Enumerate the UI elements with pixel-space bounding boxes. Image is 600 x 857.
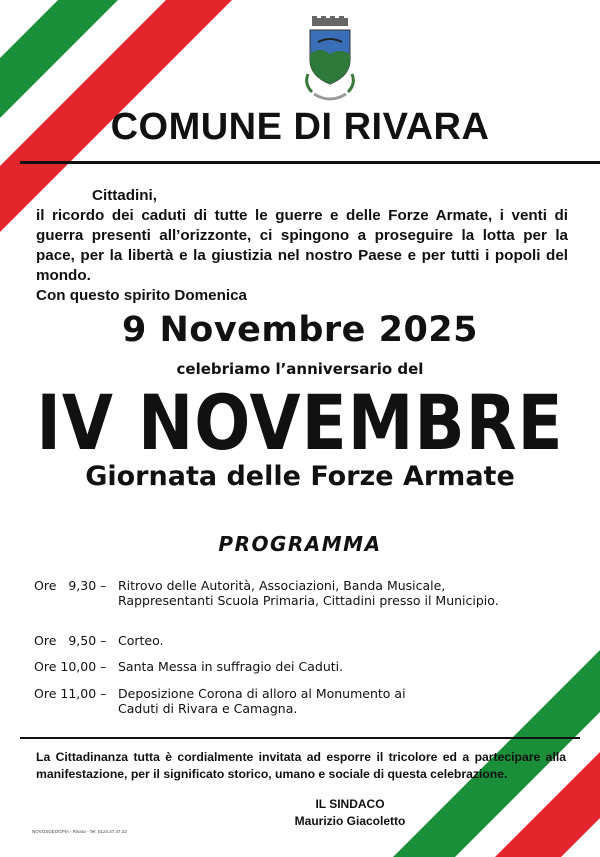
bottom-divider — [20, 737, 580, 739]
intro-last-line: Con questo spirito Domenica — [36, 287, 247, 304]
program-time: Ore 9,50 – — [34, 633, 107, 648]
printer-credit: NOVOSGEOGPIA - Rivara - Tel. 0124.47.47.22 — [32, 829, 127, 834]
page-title: COMUNE DI RIVARA — [110, 106, 490, 148]
event-name: IV NOVEMBRE — [36, 379, 564, 468]
event-celebrate-line: celebriamo l’anniversario del — [176, 360, 424, 378]
intro-body: il ricordo dei caduti di tutte le guerre e delle Forze Armate, i venti di guerra presenti all’orizzonte, ci spingono a proseguire la lotta per la pace, per la libertà e la giustizia nel nostro Paese e per tutti i popoli del mondo. — [36, 207, 568, 284]
program-description: Corteo. — [118, 633, 164, 648]
intro-salutation: Cittadini, — [92, 187, 157, 204]
programma-heading: PROGRAMMA — [218, 532, 382, 556]
closing-invitation: La Cittadinanza tutta è cordialmente invitata ad esporre il tricolore ed a partecipare alla manifestazione, per il significato storico, umano e sociale di questa celebrazione. — [36, 750, 566, 781]
signature-name: Maurizio Giacoletto — [294, 814, 406, 828]
program-description: Deposizione Corona di alloro al Monumento ai Caduti di Rivara e Camagna. — [118, 686, 406, 716]
program-description: Ritrovo delle Autorità, Associazioni, Banda Musicale, Rappresentanti Scuola Primaria, Cittadini presso il Municipio. — [118, 578, 499, 608]
event-subtitle: Giornata delle Forze Armate — [85, 461, 515, 492]
program-time: Ore 9,30 – — [34, 578, 107, 593]
top-divider — [20, 161, 600, 164]
event-date: 9 Novembre 2025 — [121, 310, 479, 350]
program-time: Ore 10,00 – — [34, 659, 107, 674]
program-time: Ore 11,00 – — [34, 686, 107, 701]
program-description: Santa Messa in suffragio dei Caduti. — [118, 659, 344, 674]
rivara-coat-of-arms-icon — [302, 14, 358, 108]
signature-title: IL SINDACO — [315, 797, 385, 811]
intro-paragraph — [36, 186, 568, 306]
